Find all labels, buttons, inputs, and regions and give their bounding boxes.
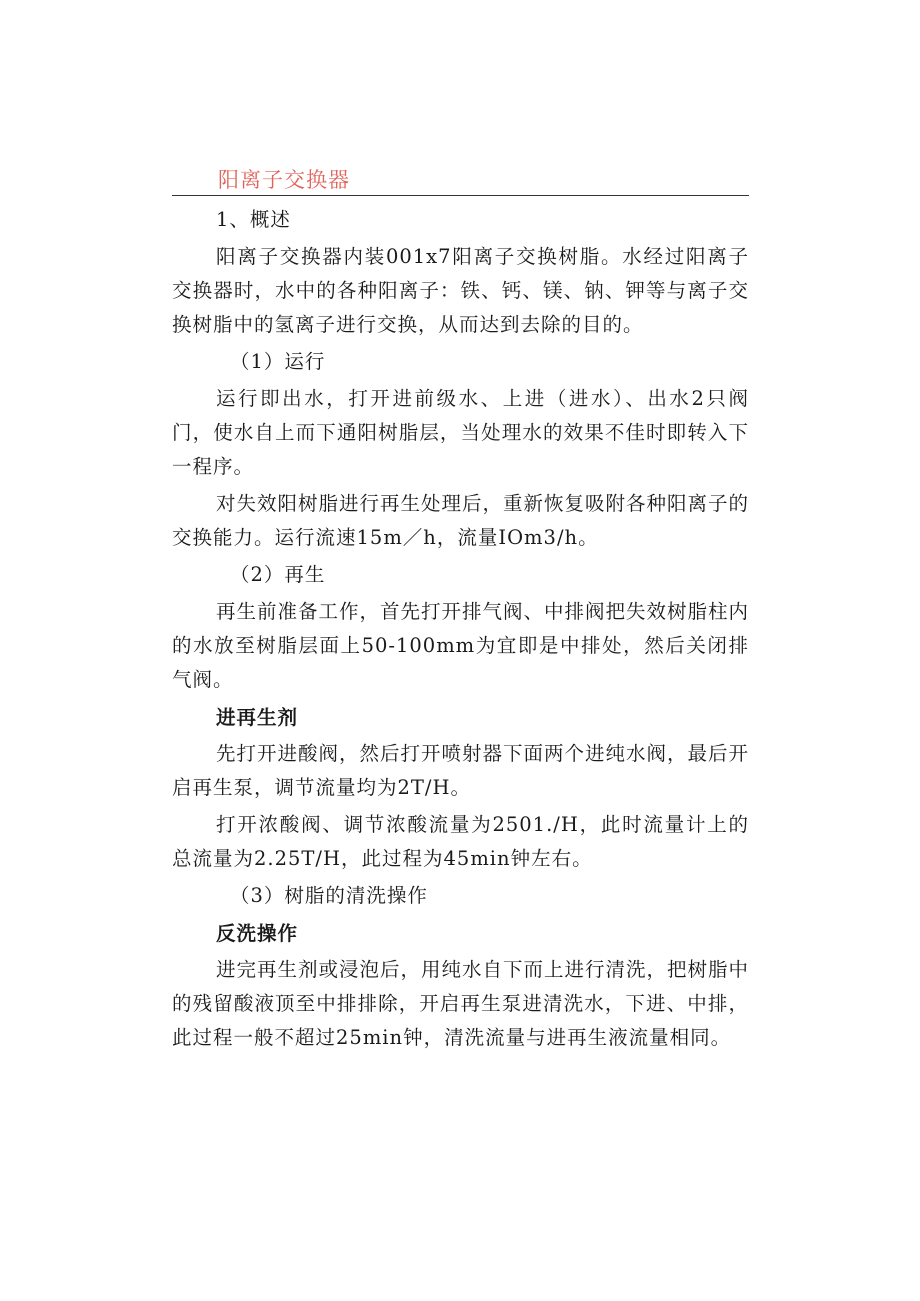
overview-paragraph: 阳离子交换器内装001x7阳离子交换树脂。水经过阳离子交换器时，水中的各种阳离子：铁、钙、镁、钠、钾等与离子交换树脂中的氢离子进行交换，从而达到去除的目的。 — [172, 245, 749, 336]
run-paragraph-2: 对失效阳树脂进行再生处理后，重新恢复吸附各种阳离子的交换能力。运行流速15m／h，流量IOm3/h。 — [172, 492, 750, 549]
regen-heading: （2）再生 — [230, 563, 326, 586]
run-paragraph-1: 运行即出水，打开进前级水、上进（进水）、出水2只阀门，使水自上而下通阳树脂层，当处理水的效果不佳时即转入下一程序。 — [172, 387, 749, 478]
backwash-paragraph: 进完再生剂或浸泡后，用纯水自下而上进行清洗，把树脂中的残留酸液顶至中排排除，开启再生泵进清洗水，下进、中排，此过程一般不超过25min钟，清洗流量与进再生液流量相同。 — [172, 958, 750, 1049]
overview-heading: 1、概述 — [216, 208, 291, 231]
regen-paragraph: 再生前准备工作，首先打开排气阀、中排阀把失效树脂柱内的水放至树脂层面上50-100mm为宜即是中排处，然后关闭排气阀。 — [172, 600, 750, 691]
title-underline — [172, 195, 749, 196]
document-title: 阳离子交换器 — [218, 168, 350, 192]
clean-heading: （3）树脂的清洗操作 — [230, 884, 428, 907]
run-heading: （1）运行 — [230, 350, 326, 373]
inject-paragraph-1: 先打开进酸阀，然后打开喷射器下面两个进纯水阀，最后开启再生泵，调节流量均为2T/H。 — [172, 742, 750, 799]
document-body — [172, 203, 749, 1055]
inject-heading: 进再生剂 — [216, 706, 299, 729]
backwash-heading: 反洗操作 — [216, 922, 299, 945]
inject-paragraph-2: 打开浓酸阀、调节浓酸流量为2501./H，此时流量计上的总流量为2.25T/H，此过程为45min钟左右。 — [172, 813, 749, 870]
